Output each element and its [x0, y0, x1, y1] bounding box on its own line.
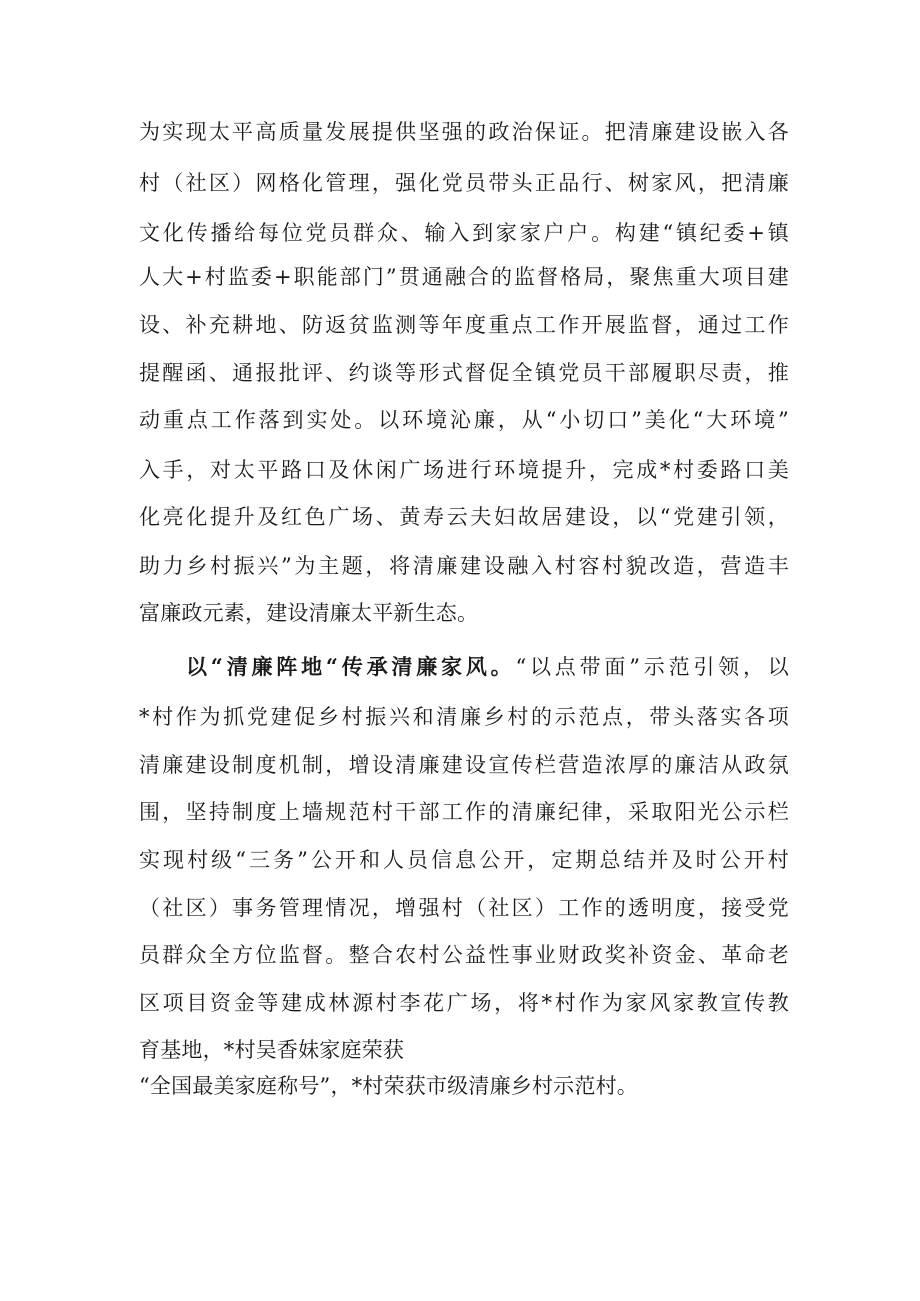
paragraph-line: 动重点工作落到实处。以环境沁廉，从“小切口”美化“大环境”: [139, 408, 789, 432]
paragraph-line: （社区）事务管理情况，增强村（社区）工作的透明度，接受党: [139, 896, 789, 920]
paragraph-line: 员群众全方位监督。整合农村公益性事业财政奖补资金、革命老: [139, 943, 789, 967]
paragraph-line: 为实现太平高质量发展提供坚强的政治保证。把清廉建设嵌入各: [139, 120, 789, 144]
paragraph-line: 设、补充耕地、防返贫监测等年度重点工作开展监督，通过工作: [139, 313, 789, 337]
paragraph-line: 清廉建设制度机制，增设清廉建设宣传栏营造浓厚的廉洁从政氛: [139, 753, 789, 777]
paragraph-first-line: [186, 652, 789, 682]
paragraph-line: 文化传播给每位党员群众、输入到家家户户。构建“镇纪委+镇: [139, 221, 789, 245]
paragraph-line: 村（社区）网格化管理，强化党员带头正品行、树家风，把清廉: [139, 171, 789, 195]
paragraph-line: 入手，对太平路口及休闲广场进行环境提升，完成*村委路口美: [139, 458, 789, 482]
paragraph-line: “全国最美家庭称号”，*村荣获市级清廉乡村示范村。: [139, 1074, 638, 1098]
paragraph-line: 围，坚持制度上墙规范村干部工作的清廉纪律，采取阳光公示栏: [139, 800, 789, 824]
paragraph-line: 化亮化提升及红色广场、黄寿云夫妇故居建设，以“党建引领，: [139, 505, 789, 529]
paragraph-line: 提醒函、通报批评、约谈等形式督促全镇党员干部履职尽责，推: [139, 361, 789, 385]
paragraph-line: *村作为抓党建促乡村振兴和清廉乡村的示范点，带头落实各项: [139, 705, 789, 729]
paragraph-line: 人大+村监委+职能部门”贯通融合的监督格局，聚焦重大项目建: [139, 265, 789, 289]
paragraph-line: 富廉政元素，建设清廉太平新生态。: [139, 601, 479, 625]
paragraph-line: 区项目资金等建成林源村李花广场，将*村作为家风家教宣传教: [139, 991, 789, 1015]
paragraph-line: 育基地，*村吴香妹家庭荣获: [139, 1038, 405, 1062]
paragraph-line: 助力乡村振兴”为主题，将清廉建设融入村容村貌改造，营造丰: [139, 554, 789, 578]
section-heading: 以“清廉阵地“传承清廉家风。: [186, 654, 516, 679]
paragraph-line: 实现村级“三务”公开和人员信息公开，定期总结并及时公开村: [139, 848, 789, 872]
paragraph-text: “以点带面”示范引领，以: [515, 655, 789, 679]
